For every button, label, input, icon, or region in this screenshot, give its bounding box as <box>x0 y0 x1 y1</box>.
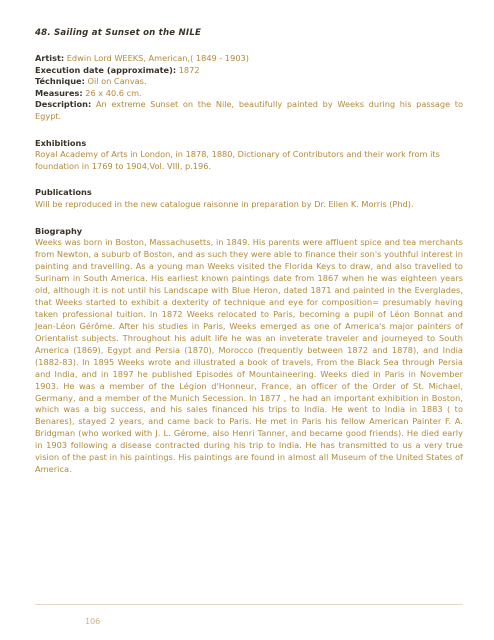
catalogue-entry <box>35 28 463 476</box>
description-value: An extreme Sunset on the Nile, beautifully painted by Weeks during his passage to Egypt. <box>35 99 463 121</box>
description-line <box>35 99 463 122</box>
publications-section <box>35 187 463 210</box>
measures-value: 26 x 40.6 cm. <box>82 87 142 98</box>
biography-heading: Biography <box>35 225 83 236</box>
artist-label: Artist: <box>35 53 65 63</box>
technique-value: Oil on Canvas. <box>84 76 147 87</box>
execution-date-value: 1872 <box>176 64 200 75</box>
technique-line <box>35 76 463 88</box>
biography-section <box>35 226 463 477</box>
biography-text: Weeks was born in Boston, Massachusetts, in 1849. His parents were affluent spice and tea merchants from Newton, a suburb of Boston, and as such they were able to finance their son's youthful interest in painting and travelling. As a young man Weeks visited the Florida Keys to draw, and also travelled to Surinam in South America. His earliest known paintings date from 1867 when he was eighteen years old, although it is not until his Landscape with Blue Heron, dated 1871 and painted in the Everglades, that Weeks started to exhibit a dexterity of technique and eye for composition= presumably having taken professional tuition. In 1872 Weeks relocated to Paris, becoming a pupil of Léon Bonnat and Jean-Léon Gérôme. After his studies in Paris, Weeks emerged as one of America's major painters of Orientalist subjects. Throughout his adult life he was an inveterate traveler and journeyed to South America (1869), Egypt and Persia (1870), Morocco (frequently between 1872 and 1878), and India (1882-83). In 1895 Weeks wrote and illustrated a book of travels, From the Black Sea through Persia and India, and in 1897 he published Episodes of Mountaineering. Weeks died in Paris in November 1903. He was a member of the Légion d'Honneur, France, an officer of the Order of St. Michael, Germany, and a member of the Munich Secession. In 1877 , he had an important exhibition in Boston, which was a big success, and his sales financed his trips to India. He went to India in 1883 ( to Benares), stayed 2 years, and came back to Paris. He met in Paris his fellow American Painter F. A. Bridgman (who worked with J. L. Gérome, also Henri Tanner, and became good friends). He died early in 1903 following a disease contracted during his trip to India. He has transmitted to us a very true vision of the past in his paintings. His paintings are found in almost all Museum of the United States of America. <box>35 237 463 475</box>
execution-date-label: Execution date (approximate): <box>35 64 177 75</box>
description-label: Description: <box>35 99 92 110</box>
measures-line <box>35 88 463 100</box>
entry-title: 48. Sailing at Sunset on the NILE <box>35 28 202 38</box>
exhibitions-text: Royal Academy of Arts in London, in 1878, 1880, Dictionary of Contributors and their work from its foundation in 1769 to 1904,Vol. VIII, p.196. <box>35 149 440 171</box>
execution-date-line <box>35 65 463 77</box>
exhibitions-section <box>35 138 463 173</box>
artist-line <box>35 53 463 65</box>
artist-value: Edwin Lord WEEKS, American,( 1849 - 1903) <box>64 53 249 63</box>
footer-divider <box>35 604 463 605</box>
publications-heading: Publications <box>35 187 92 198</box>
publications-text: Will be reproduced in the new catalogue raisonne in preparation by Dr. Ellen K. Morris (Phd). <box>35 198 414 209</box>
measures-label: Measures: <box>35 87 83 98</box>
page-number: 106 <box>85 617 101 626</box>
technique-label: Téchnique: <box>35 76 85 87</box>
exhibitions-heading: Exhibitions <box>35 137 87 148</box>
